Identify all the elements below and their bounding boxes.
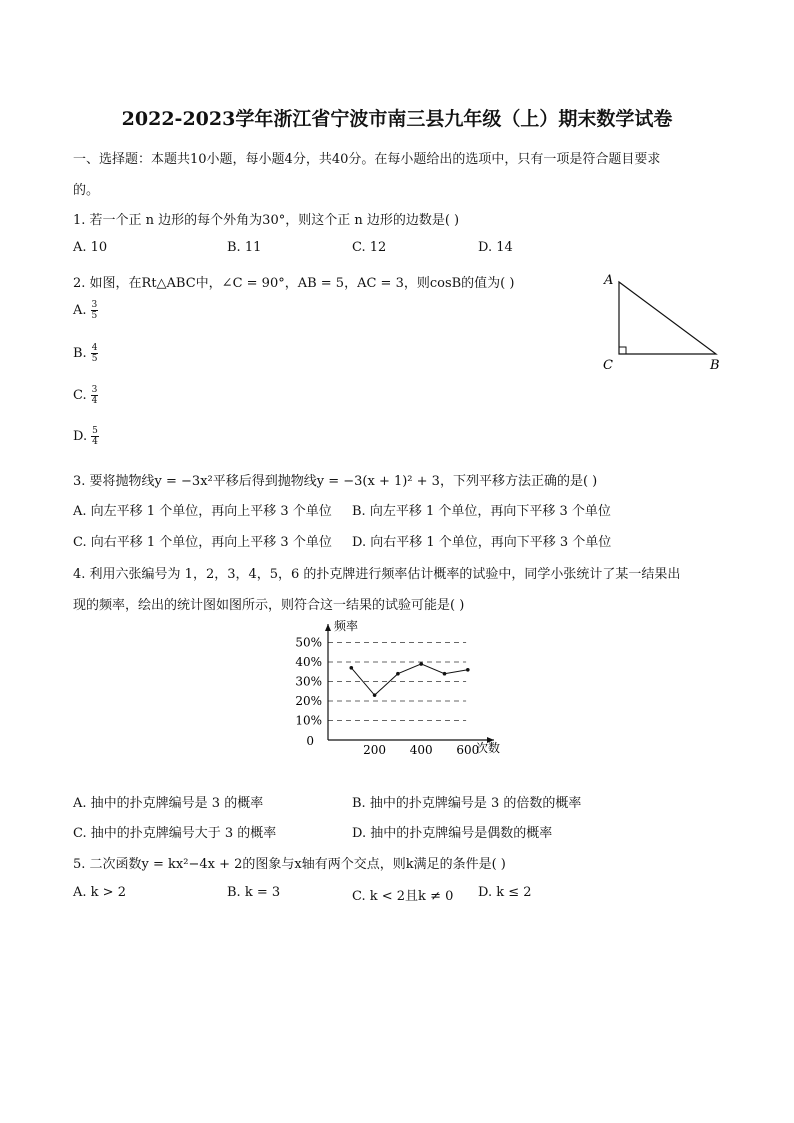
option-letter: C.: [73, 388, 87, 403]
q2-option-c: [73, 385, 98, 406]
x-tick-label: 600: [456, 743, 480, 757]
q4-option-a: A. 抽中的扑克牌编号是 3 的概率: [73, 796, 264, 811]
vertex-label-a: A: [604, 273, 614, 288]
y-tick-label: 20%: [295, 694, 322, 708]
series-line: [351, 664, 468, 695]
numerator: 5: [92, 426, 98, 436]
vertex-label-c: C: [603, 358, 613, 373]
denominator: 5: [91, 311, 98, 321]
numerator: 3: [91, 385, 98, 395]
q4-option-d: D. 抽中的扑克牌编号是偶数的概率: [352, 826, 553, 841]
denominator: 5: [91, 354, 98, 364]
x-axis-label: 次数: [476, 741, 501, 755]
option-letter: A.: [73, 303, 87, 318]
option-letter: D.: [73, 429, 88, 444]
q2-option-b: [73, 343, 98, 364]
x-tick-label: 200: [363, 743, 387, 757]
q3-stem: 3. 要将抛物线y = −3x²平移后得到抛物线y = −3(x + 1)² + 3，下列平移方法正确的是( ): [73, 474, 598, 489]
q4-stem-line2: 现的频率，绘出的统计图如图所示，则符合这一结果的试验可能是( ): [73, 598, 465, 613]
q5-option-d: D. k ≤ 2: [478, 885, 532, 900]
fraction: [91, 426, 99, 447]
q5-stem: 5. 二次函数y = kx²−4x + 2的图象与x轴有两个交点，则k满足的条件是( ): [73, 857, 506, 872]
chart-axes: [325, 624, 494, 743]
data-point: [443, 672, 447, 676]
option-letter: B.: [73, 346, 87, 361]
q4-option-c: C. 抽中的扑克牌编号大于 3 的概率: [73, 826, 277, 841]
vertex-label-b: B: [710, 358, 720, 373]
q1-option-b: B. 11: [227, 240, 262, 255]
q3-option-a: A. 向左平移 1 个单位，再向上平移 3 个单位: [73, 504, 332, 519]
right-angle-mark: [619, 347, 626, 354]
page-title: 2022-2023学年浙江省宁波市南三县九年级（上）期末数学试卷: [121, 108, 673, 130]
q2-option-d: [73, 426, 99, 447]
numerator: 3: [91, 300, 98, 310]
section-instruction-line1: 一、选择题：本题共10小题，每小题4分，共40分。在每小题给出的选项中，只有一项是符合题目要求: [73, 152, 661, 167]
q3-option-b: B. 向左平移 1 个单位，再向下平移 3 个单位: [352, 504, 611, 519]
q1-stem: 1. 若一个正 n 边形的每个外角为30°，则这个正 n 边形的边数是( ): [73, 213, 460, 228]
triangle-abc: [619, 282, 716, 354]
denominator: 4: [91, 396, 98, 406]
data-point: [466, 668, 470, 672]
q5-option-b: B. k = 3: [227, 885, 281, 900]
y-axis-label: 频率: [334, 619, 359, 633]
data-point: [350, 666, 354, 670]
origin-label: 0: [306, 734, 314, 748]
q3-option-d: D. 向右平移 1 个单位，再向下平移 3 个单位: [352, 535, 612, 550]
chart-grid: [328, 643, 466, 721]
data-point: [396, 672, 400, 676]
numerator: 4: [91, 343, 98, 353]
chart-labels: [295, 618, 500, 757]
chart-series: [350, 662, 470, 697]
q1-option-a: A. 10: [73, 240, 108, 255]
fraction: [91, 385, 99, 406]
q1-option-c: C. 12: [352, 240, 387, 255]
data-point: [419, 662, 423, 666]
fraction: [91, 343, 99, 364]
q2-option-a: [73, 300, 98, 321]
q4-stem-line1: 4. 利用六张编号为 1，2，3，4，5，6 的扑克牌进行频率估计概率的试验中，同学小张统计了某一结果出: [73, 567, 681, 582]
denominator: 4: [92, 437, 98, 447]
section-instruction-line2: 的。: [73, 183, 100, 198]
data-point: [373, 693, 377, 697]
x-tick-label: 400: [409, 743, 433, 757]
q5-option-a: A. k > 2: [73, 885, 126, 900]
y-tick-label: 50%: [295, 635, 322, 650]
frequency-line-chart: [282, 614, 514, 762]
y-tick-label: 30%: [295, 674, 322, 689]
right-triangle-figure: [595, 268, 730, 378]
y-axis-arrow: [325, 624, 331, 631]
y-tick-label: 40%: [295, 655, 322, 669]
q5-option-c: C. k < 2且k ≠ 0: [352, 889, 454, 904]
y-tick-label: 10%: [295, 713, 322, 728]
q4-option-b: B. 抽中的扑克牌编号是 3 的倍数的概率: [352, 796, 582, 811]
q1-option-d: D. 14: [478, 240, 513, 255]
q2-stem: 2. 如图，在Rt△ABC中，∠C = 90°，AB = 5，AC = 3，则cosB的值为( ): [73, 276, 515, 291]
fraction: [91, 300, 99, 321]
q3-option-c: C. 向右平移 1 个单位，再向上平移 3 个单位: [73, 535, 332, 550]
